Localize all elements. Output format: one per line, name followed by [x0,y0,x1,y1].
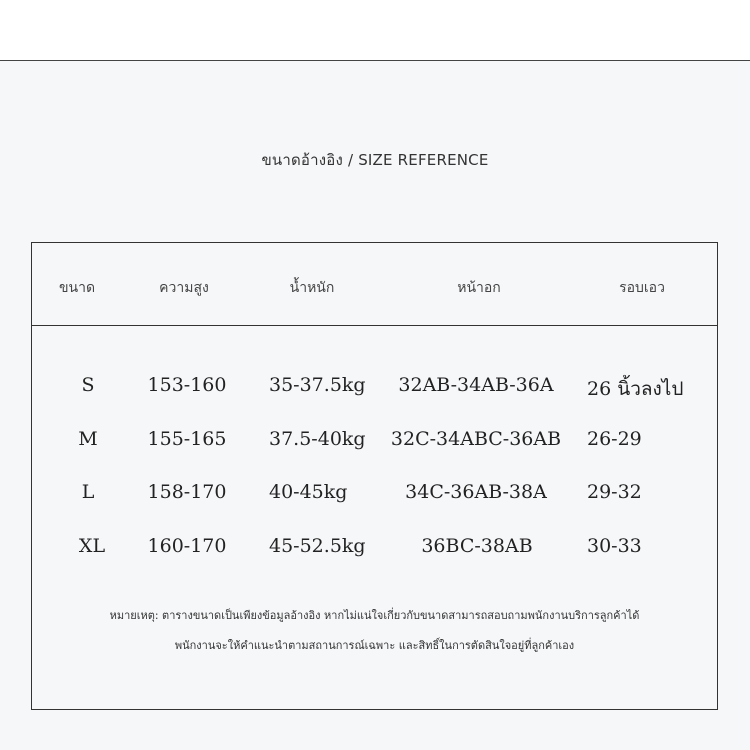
table-row [32,374,717,414]
cell-size: M [78,428,98,450]
cell-bust: 32C-34ABC-36AB [390,428,562,450]
header-waist: รอบเอว [619,280,665,296]
cell-waist: 26-29 [587,428,642,450]
header-bust: หน้าอก [457,280,501,296]
header-weight: น้ำหนัก [289,280,335,296]
cell-bust: 36BC-38AB [421,535,533,557]
header-height: ความสูง [159,280,209,296]
note-line-2: พนักงานจะให้คำแนะนำตามสถานการณ์เฉพาะ และสิทธิ์ในการตัดสินใจอยู่ที่ลูกค้าเอง [174,639,575,652]
cell-bust: 32AB-34AB-36A [398,374,554,396]
table-row [32,535,717,575]
table-row [32,428,717,468]
table-header-row [32,243,717,326]
table-row [32,481,717,521]
cell-waist: 30-33 [587,535,642,557]
size-table [31,242,718,710]
cell-waist: 26 นิ้วลงไป [587,378,684,400]
note-line-1: หมายเหตุ: ตารางขนาดเป็นเพียงข้อมูลอ้างอิง หากไม่แน่ใจเกี่ยวกับขนาดสามารถสอบถามพนักงานบริการลูกค้าได้ [109,609,640,622]
cell-weight: 35-37.5kg [269,374,366,396]
cell-weight: 40-45kg [269,481,348,503]
cell-waist: 29-32 [587,481,642,503]
cell-height: 153-160 [147,374,227,396]
cell-weight: 37.5-40kg [269,428,366,450]
cell-size: S [81,374,95,396]
header-size: ขนาด [58,280,96,296]
top-band [0,0,750,61]
cell-height: 160-170 [147,535,227,557]
cell-height: 158-170 [147,481,227,503]
page-title: ขนาดอ้างอิง / SIZE REFERENCE [261,151,489,169]
cell-height: 155-165 [147,428,227,450]
cell-size: L [81,481,95,503]
cell-size: XL [78,535,106,557]
cell-weight: 45-52.5kg [269,535,366,557]
cell-bust: 34C-36AB-38A [405,481,547,503]
